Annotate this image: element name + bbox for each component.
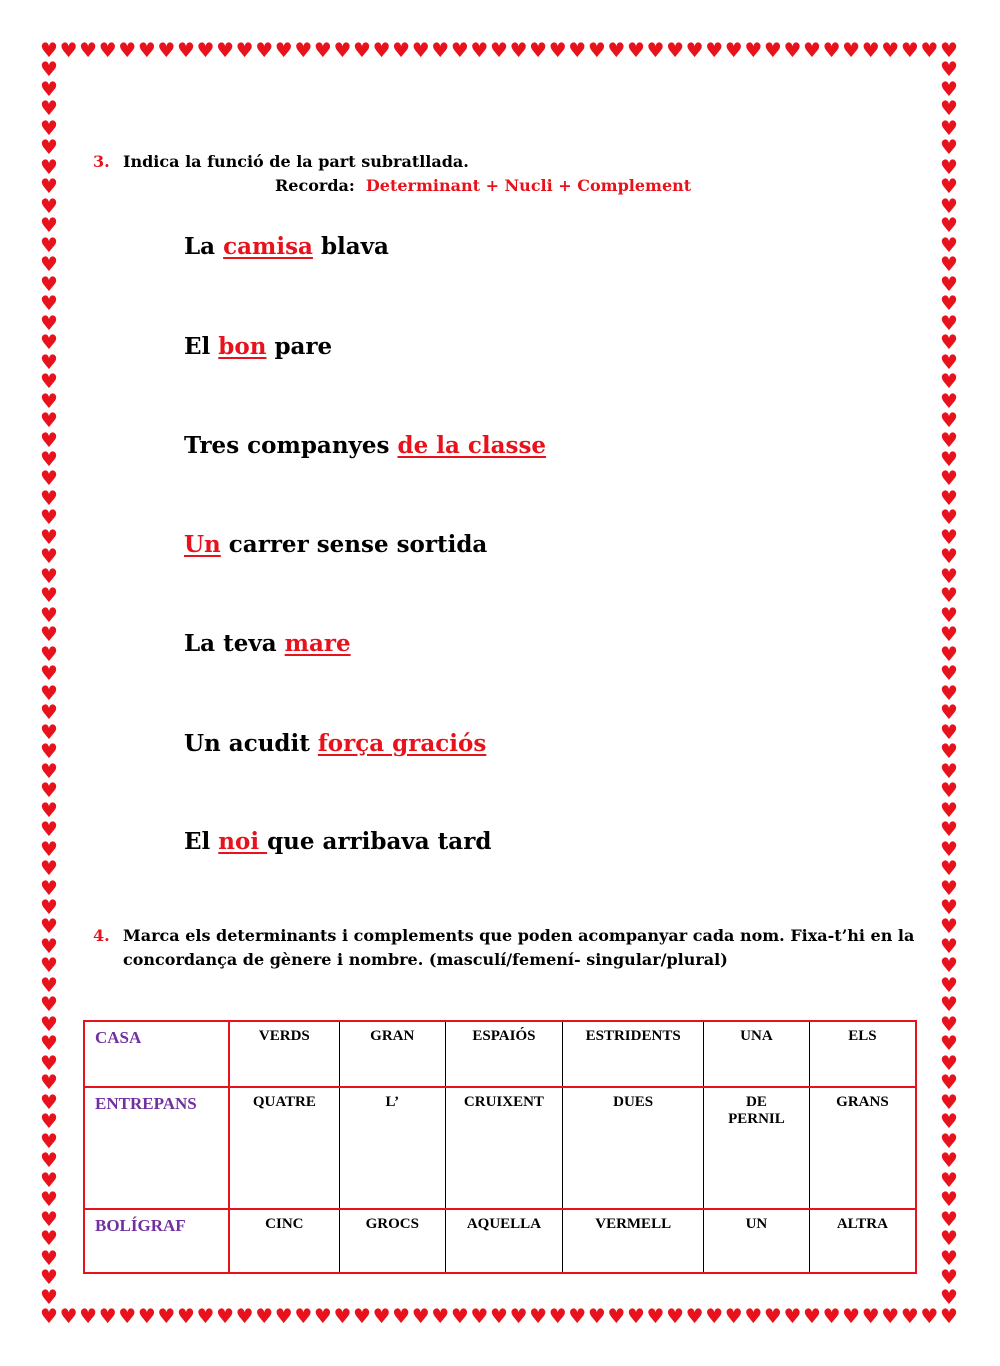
heart-icon: ♥ <box>940 719 958 744</box>
heart-icon: ♥ <box>40 466 58 491</box>
heart-icon: ♥ <box>783 38 802 62</box>
word-cell[interactable]: UN <box>704 1209 810 1273</box>
heart-icon: ♥ <box>40 310 58 335</box>
heart-icon: ♥ <box>40 1148 58 1173</box>
heart-icon: ♥ <box>940 700 958 725</box>
heart-icon: ♥ <box>940 680 958 705</box>
phrase-6: Un acudit força graciós <box>184 730 487 757</box>
word-cell[interactable]: GRAN <box>339 1021 445 1087</box>
heart-icon: ♥ <box>940 408 958 433</box>
word-cell[interactable]: ESPAIÓS <box>445 1021 563 1087</box>
question-3-instruction: Indica la funció de la part subratllada. <box>123 152 469 171</box>
heart-icon: ♥ <box>842 1304 861 1328</box>
word-cell[interactable]: DE PERNIL <box>704 1087 810 1209</box>
heart-icon: ♥ <box>40 836 58 861</box>
heart-icon: ♥ <box>313 1304 332 1328</box>
heart-icon: ♥ <box>40 1167 58 1192</box>
heart-icon: ♥ <box>274 1304 293 1328</box>
heart-icon: ♥ <box>685 38 704 62</box>
heart-icon: ♥ <box>940 388 958 413</box>
table-row <box>84 1087 916 1209</box>
heart-icon: ♥ <box>431 38 450 62</box>
heart-icon: ♥ <box>940 1226 958 1251</box>
heart-icon: ♥ <box>940 485 958 510</box>
heart-icon: ♥ <box>450 1304 469 1328</box>
heart-icon: ♥ <box>920 1304 939 1328</box>
heart-icon: ♥ <box>40 135 58 160</box>
phrase-7: El noi que arribava tard <box>184 828 492 855</box>
heart-icon: ♥ <box>705 1304 724 1328</box>
heart-icon: ♥ <box>940 76 958 101</box>
heart-icon: ♥ <box>490 38 508 62</box>
heart-icon: ♥ <box>40 661 58 686</box>
heart-icon: ♥ <box>940 232 958 257</box>
heart-icon: ♥ <box>333 38 352 62</box>
noun-cell: BOLÍGRAF <box>84 1209 229 1273</box>
heart-icon: ♥ <box>157 38 176 62</box>
phrase-3: Tres companyes de la classe <box>184 432 547 459</box>
heart-icon: ♥ <box>40 1109 58 1134</box>
heart-icon: ♥ <box>940 544 958 569</box>
heart-icon: ♥ <box>940 271 958 296</box>
heart-icon: ♥ <box>40 563 58 588</box>
heart-icon: ♥ <box>646 38 665 62</box>
recorda-line <box>275 176 691 195</box>
heart-icon: ♥ <box>40 817 58 842</box>
heart-icon: ♥ <box>568 1304 587 1328</box>
word-cell[interactable]: GRANS <box>809 1087 916 1209</box>
underlined-part: bon <box>218 333 267 360</box>
heart-icon: ♥ <box>940 778 958 803</box>
word-cell[interactable]: L’ <box>339 1087 445 1209</box>
word-cell[interactable]: DUES <box>563 1087 704 1209</box>
heart-icon: ♥ <box>940 797 958 822</box>
heart-icon: ♥ <box>940 758 958 783</box>
heart-icon: ♥ <box>40 1050 58 1075</box>
heart-icon: ♥ <box>470 38 489 62</box>
heart-icon: ♥ <box>940 524 958 549</box>
heart-icon: ♥ <box>940 154 958 179</box>
heart-icon: ♥ <box>255 1304 274 1328</box>
heart-icon: ♥ <box>40 330 58 355</box>
word-cell[interactable]: CINC <box>229 1209 340 1273</box>
heart-icon: ♥ <box>940 193 958 218</box>
word-table <box>83 1020 917 1274</box>
heart-icon: ♥ <box>40 1245 58 1270</box>
question-4-number: 4. <box>93 926 110 945</box>
heart-icon: ♥ <box>40 57 58 82</box>
heart-icon: ♥ <box>940 135 958 160</box>
heart-icon: ♥ <box>940 1128 958 1153</box>
heart-icon: ♥ <box>940 427 958 452</box>
heart-icon: ♥ <box>940 856 958 881</box>
heart-icon: ♥ <box>40 38 58 62</box>
heart-icon: ♥ <box>940 96 958 121</box>
heart-icon: ♥ <box>940 330 958 355</box>
heart-icon: ♥ <box>940 1304 958 1328</box>
table-row <box>84 1209 916 1273</box>
heart-icon: ♥ <box>40 505 58 530</box>
word-cell[interactable]: AQUELLA <box>445 1209 563 1273</box>
heart-icon: ♥ <box>940 894 958 919</box>
heart-icon: ♥ <box>40 544 58 569</box>
underlined-part: noi <box>218 828 268 855</box>
heart-icon: ♥ <box>705 38 724 62</box>
heart-icon: ♥ <box>646 1304 665 1328</box>
heart-icon: ♥ <box>783 1304 802 1328</box>
recorda-label: Recorda: <box>275 176 355 195</box>
heart-icon: ♥ <box>881 38 900 62</box>
heart-icon: ♥ <box>548 1304 567 1328</box>
heart-icon: ♥ <box>940 1245 958 1270</box>
heart-icon: ♥ <box>763 1304 782 1328</box>
heart-icon: ♥ <box>940 739 958 764</box>
word-cell[interactable]: VERMELL <box>563 1209 704 1273</box>
heart-icon: ♥ <box>940 953 958 978</box>
heart-icon: ♥ <box>940 174 958 199</box>
heart-icon: ♥ <box>607 1304 626 1328</box>
heart-icon: ♥ <box>509 38 528 62</box>
word-cell[interactable]: UNA <box>704 1021 810 1087</box>
heart-icon: ♥ <box>40 972 58 997</box>
heart-icon: ♥ <box>666 38 685 62</box>
heart-icon: ♥ <box>40 1304 58 1328</box>
heart-icon: ♥ <box>940 349 958 374</box>
underlined-part: camisa <box>223 233 313 260</box>
phrase-2: El bon pare <box>184 333 333 360</box>
heart-icon: ♥ <box>216 38 235 62</box>
heart-icon: ♥ <box>40 174 58 199</box>
table-row <box>84 1021 916 1087</box>
heart-icon: ♥ <box>79 1304 98 1328</box>
heart-icon: ♥ <box>313 38 332 62</box>
heart-icon: ♥ <box>529 1304 548 1328</box>
heart-icon: ♥ <box>235 38 254 62</box>
heart-icon: ♥ <box>40 1128 58 1153</box>
question-4-line-1: Marca els determinants i complements que poden acompanyar cada nom. Fixa-t’hi en la <box>123 926 915 945</box>
heart-icon: ♥ <box>40 271 58 296</box>
heart-icon: ♥ <box>40 992 58 1017</box>
heart-icon: ♥ <box>216 1304 235 1328</box>
heart-icon: ♥ <box>803 1304 821 1328</box>
heart-icon: ♥ <box>137 38 156 62</box>
heart-icon: ♥ <box>176 1304 195 1328</box>
heart-icon: ♥ <box>40 1089 58 1114</box>
word-cell[interactable]: ESTRIDENTS <box>563 1021 704 1087</box>
heart-icon: ♥ <box>529 38 548 62</box>
heart-icon: ♥ <box>587 1304 606 1328</box>
heart-icon: ♥ <box>940 992 958 1017</box>
heart-icon: ♥ <box>822 1304 841 1328</box>
heart-icon: ♥ <box>685 1304 704 1328</box>
heart-icon: ♥ <box>118 1304 137 1328</box>
heart-icon: ♥ <box>40 622 58 647</box>
heart-icon: ♥ <box>940 1167 958 1192</box>
heart-icon: ♥ <box>626 38 645 62</box>
heart-icon: ♥ <box>940 57 958 82</box>
heart-icon: ♥ <box>40 875 58 900</box>
heart-icon: ♥ <box>40 369 58 394</box>
heart-icon: ♥ <box>353 38 371 62</box>
heart-icon: ♥ <box>40 739 58 764</box>
heart-icon: ♥ <box>940 661 958 686</box>
heart-icon: ♥ <box>40 1011 58 1036</box>
heart-icon: ♥ <box>900 1304 919 1328</box>
heart-icon: ♥ <box>79 38 98 62</box>
heart-icon: ♥ <box>626 1304 645 1328</box>
heart-icon: ♥ <box>411 38 430 62</box>
heart-icon: ♥ <box>176 38 195 62</box>
noun-cell: CASA <box>84 1021 229 1087</box>
heart-icon: ♥ <box>940 291 958 316</box>
heart-icon: ♥ <box>940 447 958 471</box>
heart-icon: ♥ <box>940 1070 958 1095</box>
heart-icon: ♥ <box>40 96 58 121</box>
underlined-part: Un <box>184 531 221 558</box>
heart-icon: ♥ <box>40 953 58 978</box>
heart-icon: ♥ <box>40 719 58 744</box>
heart-icon: ♥ <box>450 38 469 62</box>
heart-icon: ♥ <box>940 875 958 900</box>
word-cell[interactable]: VERDS <box>229 1021 340 1087</box>
heart-icon: ♥ <box>118 38 137 62</box>
heart-icon: ♥ <box>372 1304 391 1328</box>
heart-icon: ♥ <box>763 38 782 62</box>
heart-icon: ♥ <box>940 563 958 588</box>
heart-icon: ♥ <box>294 38 313 62</box>
heart-icon: ♥ <box>568 38 587 62</box>
underlined-part: mare <box>284 630 351 657</box>
heart-icon: ♥ <box>881 1304 900 1328</box>
heart-icon: ♥ <box>940 1089 958 1114</box>
heart-icon: ♥ <box>607 38 626 62</box>
heart-icon: ♥ <box>40 232 58 257</box>
heart-icon: ♥ <box>40 524 58 549</box>
heart-icon: ♥ <box>40 76 58 101</box>
heart-icon: ♥ <box>137 1304 156 1328</box>
heart-icon: ♥ <box>548 38 567 62</box>
heart-icon: ♥ <box>40 115 58 140</box>
heart-icon: ♥ <box>940 369 958 394</box>
heart-icon: ♥ <box>724 1304 743 1328</box>
heart-icon: ♥ <box>940 583 958 608</box>
heart-icon: ♥ <box>940 1050 958 1075</box>
heart-icon: ♥ <box>940 641 958 666</box>
heart-icon: ♥ <box>861 38 880 62</box>
word-cell[interactable]: ELS <box>809 1021 916 1087</box>
heart-icon: ♥ <box>40 1226 58 1251</box>
heart-icon: ♥ <box>940 310 958 335</box>
heart-icon: ♥ <box>40 408 58 433</box>
heart-icon: ♥ <box>940 933 958 958</box>
heart-icon: ♥ <box>59 1304 78 1328</box>
heart-icon: ♥ <box>333 1304 352 1328</box>
heart-icon: ♥ <box>940 622 958 647</box>
heart-icon: ♥ <box>744 38 763 62</box>
heart-icon: ♥ <box>940 1148 958 1173</box>
heart-icon: ♥ <box>294 1304 313 1328</box>
heart-icon: ♥ <box>587 38 606 62</box>
heart-icon: ♥ <box>40 583 58 608</box>
underlined-part: de la classe <box>397 432 547 459</box>
heart-icon: ♥ <box>40 485 58 510</box>
heart-icon: ♥ <box>40 758 58 783</box>
heart-icon: ♥ <box>98 1304 117 1328</box>
heart-icon: ♥ <box>666 1304 685 1328</box>
heart-icon: ♥ <box>861 1304 880 1328</box>
heart-icon: ♥ <box>40 700 58 725</box>
heart-icon: ♥ <box>40 193 58 218</box>
heart-icon: ♥ <box>40 291 58 316</box>
heart-icon: ♥ <box>40 602 58 627</box>
heart-icon: ♥ <box>40 447 58 471</box>
noun-cell: ENTREPANS <box>84 1087 229 1209</box>
word-cell[interactable]: CRUIXENT <box>445 1087 563 1209</box>
heart-icon: ♥ <box>235 1304 254 1328</box>
phrase-4: Un carrer sense sortida <box>184 531 488 558</box>
heart-icon: ♥ <box>40 797 58 822</box>
heart-icon: ♥ <box>40 856 58 881</box>
heart-icon: ♥ <box>40 213 58 238</box>
heart-icon: ♥ <box>940 1206 958 1231</box>
heart-icon: ♥ <box>940 115 958 140</box>
heart-icon: ♥ <box>40 778 58 803</box>
heart-icon: ♥ <box>40 1070 58 1095</box>
question-3-number: 3. <box>93 152 110 171</box>
heart-icon: ♥ <box>842 38 861 62</box>
heart-icon: ♥ <box>40 427 58 452</box>
heart-icon: ♥ <box>940 505 958 530</box>
heart-icon: ♥ <box>59 38 78 62</box>
heart-icon: ♥ <box>940 817 958 842</box>
phrase-5: La teva mare <box>184 630 351 657</box>
heart-icon: ♥ <box>98 38 117 62</box>
heart-icon: ♥ <box>40 641 58 666</box>
heart-icon: ♥ <box>40 894 58 919</box>
heart-icon: ♥ <box>940 836 958 861</box>
heart-icon: ♥ <box>940 38 958 62</box>
heart-icon: ♥ <box>353 1304 371 1328</box>
heart-icon: ♥ <box>40 680 58 705</box>
heart-icon: ♥ <box>40 1284 58 1309</box>
heart-icon: ♥ <box>40 1265 58 1290</box>
heart-icon: ♥ <box>900 38 919 62</box>
heart-icon: ♥ <box>411 1304 430 1328</box>
heart-icon: ♥ <box>196 38 215 62</box>
heart-icon: ♥ <box>470 1304 489 1328</box>
heart-icon: ♥ <box>40 154 58 179</box>
heart-icon: ♥ <box>274 38 293 62</box>
heart-icon: ♥ <box>822 38 841 62</box>
heart-icon: ♥ <box>40 914 58 939</box>
heart-icon: ♥ <box>40 252 58 277</box>
question-4-line-2: concordança de gènere i nombre. (masculí/femení- singular/plural) <box>123 950 728 969</box>
word-cell[interactable]: GROCS <box>339 1209 445 1273</box>
heart-icon: ♥ <box>940 1031 958 1056</box>
heart-icon: ♥ <box>940 1284 958 1309</box>
heart-icon: ♥ <box>509 1304 528 1328</box>
heart-icon: ♥ <box>431 1304 450 1328</box>
word-cell[interactable]: ALTRA <box>809 1209 916 1273</box>
heart-icon: ♥ <box>940 213 958 238</box>
heart-icon: ♥ <box>744 1304 763 1328</box>
heart-icon: ♥ <box>940 1109 958 1134</box>
heart-icon: ♥ <box>392 38 411 62</box>
recorda-formula: Determinant + Nucli + Complement <box>365 176 692 195</box>
heart-icon: ♥ <box>490 1304 508 1328</box>
heart-icon: ♥ <box>40 349 58 374</box>
heart-icon: ♥ <box>920 38 939 62</box>
heart-icon: ♥ <box>940 1265 958 1290</box>
heart-icon: ♥ <box>940 1011 958 1036</box>
heart-icon: ♥ <box>392 1304 411 1328</box>
heart-icon: ♥ <box>40 1206 58 1231</box>
heart-icon: ♥ <box>255 38 274 62</box>
heart-icon: ♥ <box>803 38 821 62</box>
heart-icon: ♥ <box>157 1304 176 1328</box>
heart-icon: ♥ <box>40 1031 58 1056</box>
heart-icon: ♥ <box>940 602 958 627</box>
phrase-1: La camisa blava <box>184 233 389 260</box>
heart-icon: ♥ <box>724 38 743 62</box>
word-cell[interactable]: QUATRE <box>229 1087 340 1209</box>
heart-icon: ♥ <box>940 972 958 997</box>
heart-icon: ♥ <box>940 252 958 277</box>
heart-icon: ♥ <box>372 38 391 62</box>
underlined-part: força graciós <box>317 730 487 757</box>
heart-icon: ♥ <box>40 933 58 958</box>
heart-icon: ♥ <box>40 1187 58 1212</box>
heart-icon: ♥ <box>196 1304 215 1328</box>
heart-icon: ♥ <box>940 914 958 939</box>
heart-icon: ♥ <box>40 388 58 413</box>
heart-icon: ♥ <box>940 466 958 491</box>
heart-icon: ♥ <box>940 1187 958 1212</box>
